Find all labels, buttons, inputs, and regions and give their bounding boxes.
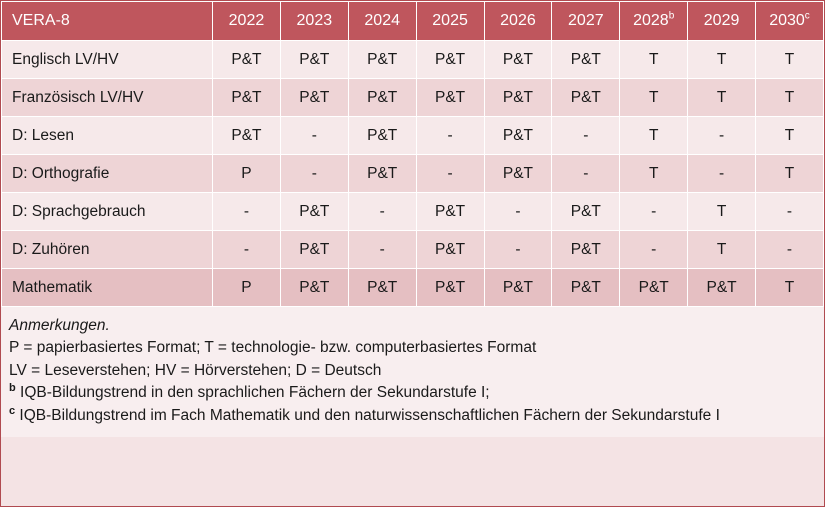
- cell-zuhoeren-2023: P&T: [280, 231, 348, 269]
- cell-englisch-2024: P&T: [348, 41, 416, 79]
- cell-mathematik-2022: P: [213, 269, 281, 307]
- cell-orthografie-2023: -: [280, 155, 348, 193]
- row-label-englisch: Englisch LV/HV: [2, 41, 213, 79]
- cell-mathematik-2028: P&T: [620, 269, 688, 307]
- cell-franzoesisch-2025: P&T: [416, 79, 484, 117]
- cell-sprachgebrauch-2029: T: [688, 193, 756, 231]
- cell-orthografie-2027: -: [552, 155, 620, 193]
- cell-zuhoeren-2024: -: [348, 231, 416, 269]
- table-body: [2, 41, 824, 307]
- row-label-sprachgebrauch: D: Sprachgebrauch: [2, 193, 213, 231]
- cell-orthografie-2028: T: [620, 155, 688, 193]
- column-header-2025-label: 2025: [432, 12, 468, 29]
- cell-sprachgebrauch-2022: -: [213, 193, 281, 231]
- cell-zuhoeren-2027: P&T: [552, 231, 620, 269]
- cell-franzoesisch-2027: P&T: [552, 79, 620, 117]
- row-label-mathematik: Mathematik: [2, 269, 213, 307]
- table-row: [2, 155, 824, 193]
- cell-englisch-2027: P&T: [552, 41, 620, 79]
- column-header-2022-label: 2022: [228, 12, 265, 29]
- column-header-2028-label: 2028: [633, 12, 669, 29]
- cell-mathematik-2023: P&T: [280, 269, 348, 307]
- cell-zuhoeren-2029: T: [688, 231, 756, 269]
- table-corner-header: VERA-8: [2, 2, 213, 41]
- column-header-2023-label: 2023: [296, 12, 333, 29]
- vera8-schedule-table: [1, 1, 824, 307]
- footnote-c-text: IQB-Bildungstrend im Fach Mathematik und den naturwissenschaftlichen Fächern der Sekundarstufe I: [15, 406, 720, 424]
- cell-sprachgebrauch-2030: -: [756, 193, 824, 231]
- column-header-2023: [280, 2, 348, 41]
- cell-lesen-2029: -: [688, 117, 756, 155]
- footnote-b-text: IQB-Bildungstrend in den sprachlichen Fächern der Sekundarstufe I;: [15, 384, 490, 402]
- cell-zuhoeren-2022: -: [213, 231, 281, 269]
- cell-zuhoeren-2026: -: [484, 231, 552, 269]
- cell-lesen-2022: P&T: [213, 117, 281, 155]
- cell-zuhoeren-2028: -: [620, 231, 688, 269]
- table-notes: [1, 307, 824, 437]
- cell-lesen-2030: T: [756, 117, 824, 155]
- cell-sprachgebrauch-2024: -: [348, 193, 416, 231]
- cell-lesen-2026: P&T: [484, 117, 552, 155]
- column-header-2027-label: 2027: [568, 12, 604, 29]
- cell-franzoesisch-2028: T: [620, 79, 688, 117]
- column-header-2024: [348, 2, 416, 41]
- column-header-2028: [620, 2, 688, 41]
- cell-franzoesisch-2029: T: [688, 79, 756, 117]
- cell-sprachgebrauch-2023: P&T: [280, 193, 348, 231]
- footnote-b: [9, 382, 816, 404]
- column-header-2030: [756, 2, 824, 41]
- table-row: [2, 269, 824, 307]
- column-header-2024-label: 2024: [364, 12, 400, 29]
- cell-orthografie-2025: -: [416, 155, 484, 193]
- cell-orthografie-2022: P: [213, 155, 281, 193]
- cell-franzoesisch-2026: P&T: [484, 79, 552, 117]
- table-row: [2, 193, 824, 231]
- cell-franzoesisch-2022: P&T: [213, 79, 281, 117]
- cell-sprachgebrauch-2025: P&T: [416, 193, 484, 231]
- table-header: [2, 2, 824, 41]
- column-header-2029: [688, 2, 756, 41]
- table-row: [2, 41, 824, 79]
- cell-sprachgebrauch-2026: -: [484, 193, 552, 231]
- cell-lesen-2027: -: [552, 117, 620, 155]
- table-row: [2, 231, 824, 269]
- cell-zuhoeren-2030: -: [756, 231, 824, 269]
- cell-franzoesisch-2030: T: [756, 79, 824, 117]
- column-header-2030-sup: c: [804, 10, 810, 22]
- row-label-franzoesisch: Französisch LV/HV: [2, 79, 213, 117]
- cell-franzoesisch-2023: P&T: [280, 79, 348, 117]
- cell-lesen-2025: -: [416, 117, 484, 155]
- cell-lesen-2024: P&T: [348, 117, 416, 155]
- table-header-row: [2, 2, 824, 41]
- column-header-2025: [416, 2, 484, 41]
- footnote-c-marker: c: [9, 404, 16, 417]
- cell-mathematik-2024: P&T: [348, 269, 416, 307]
- cell-sprachgebrauch-2027: P&T: [552, 193, 620, 231]
- cell-englisch-2022: P&T: [213, 41, 281, 79]
- cell-lesen-2028: T: [620, 117, 688, 155]
- row-label-orthografie: D: Orthografie: [2, 155, 213, 193]
- row-label-lesen: D: Lesen: [2, 117, 213, 155]
- cell-englisch-2023: P&T: [280, 41, 348, 79]
- cell-englisch-2028: T: [620, 41, 688, 79]
- table-row: [2, 117, 824, 155]
- cell-mathematik-2029: P&T: [688, 269, 756, 307]
- cell-englisch-2025: P&T: [416, 41, 484, 79]
- cell-englisch-2030: T: [756, 41, 824, 79]
- table-row: [2, 79, 824, 117]
- notes-heading: Anmerkungen.: [9, 317, 110, 334]
- cell-mathematik-2030: T: [756, 269, 824, 307]
- notes-legend-abbreviations: LV = Leseverstehen; HV = Hörverstehen; D = Deutsch: [9, 361, 382, 379]
- row-label-zuhoeren: D: Zuhören: [2, 231, 213, 269]
- cell-orthografie-2029: -: [688, 155, 756, 193]
- cell-englisch-2026: P&T: [484, 41, 552, 79]
- cell-zuhoeren-2025: P&T: [416, 231, 484, 269]
- cell-mathematik-2025: P&T: [416, 269, 484, 307]
- column-header-2026: [484, 2, 552, 41]
- column-header-2028-sup: b: [668, 10, 675, 22]
- cell-franzoesisch-2024: P&T: [348, 79, 416, 117]
- cell-englisch-2029: T: [688, 41, 756, 79]
- column-header-2026-label: 2026: [500, 12, 536, 29]
- footnote-c: [9, 405, 816, 427]
- cell-lesen-2023: -: [280, 117, 348, 155]
- column-header-2027: [552, 2, 620, 41]
- column-header-2030-label: 2030: [769, 12, 805, 29]
- cell-orthografie-2026: P&T: [484, 155, 552, 193]
- cell-orthografie-2024: P&T: [348, 155, 416, 193]
- cell-mathematik-2027: P&T: [552, 269, 620, 307]
- footnote-b-marker: b: [9, 382, 16, 395]
- column-header-2022: [213, 2, 281, 41]
- notes-legend-formats: P = papierbasiertes Format; T = technologie- bzw. computerbasiertes Format: [9, 339, 537, 357]
- cell-orthografie-2030: T: [756, 155, 824, 193]
- cell-mathematik-2026: P&T: [484, 269, 552, 307]
- cell-sprachgebrauch-2028: -: [620, 193, 688, 231]
- column-header-2029-label: 2029: [703, 12, 740, 29]
